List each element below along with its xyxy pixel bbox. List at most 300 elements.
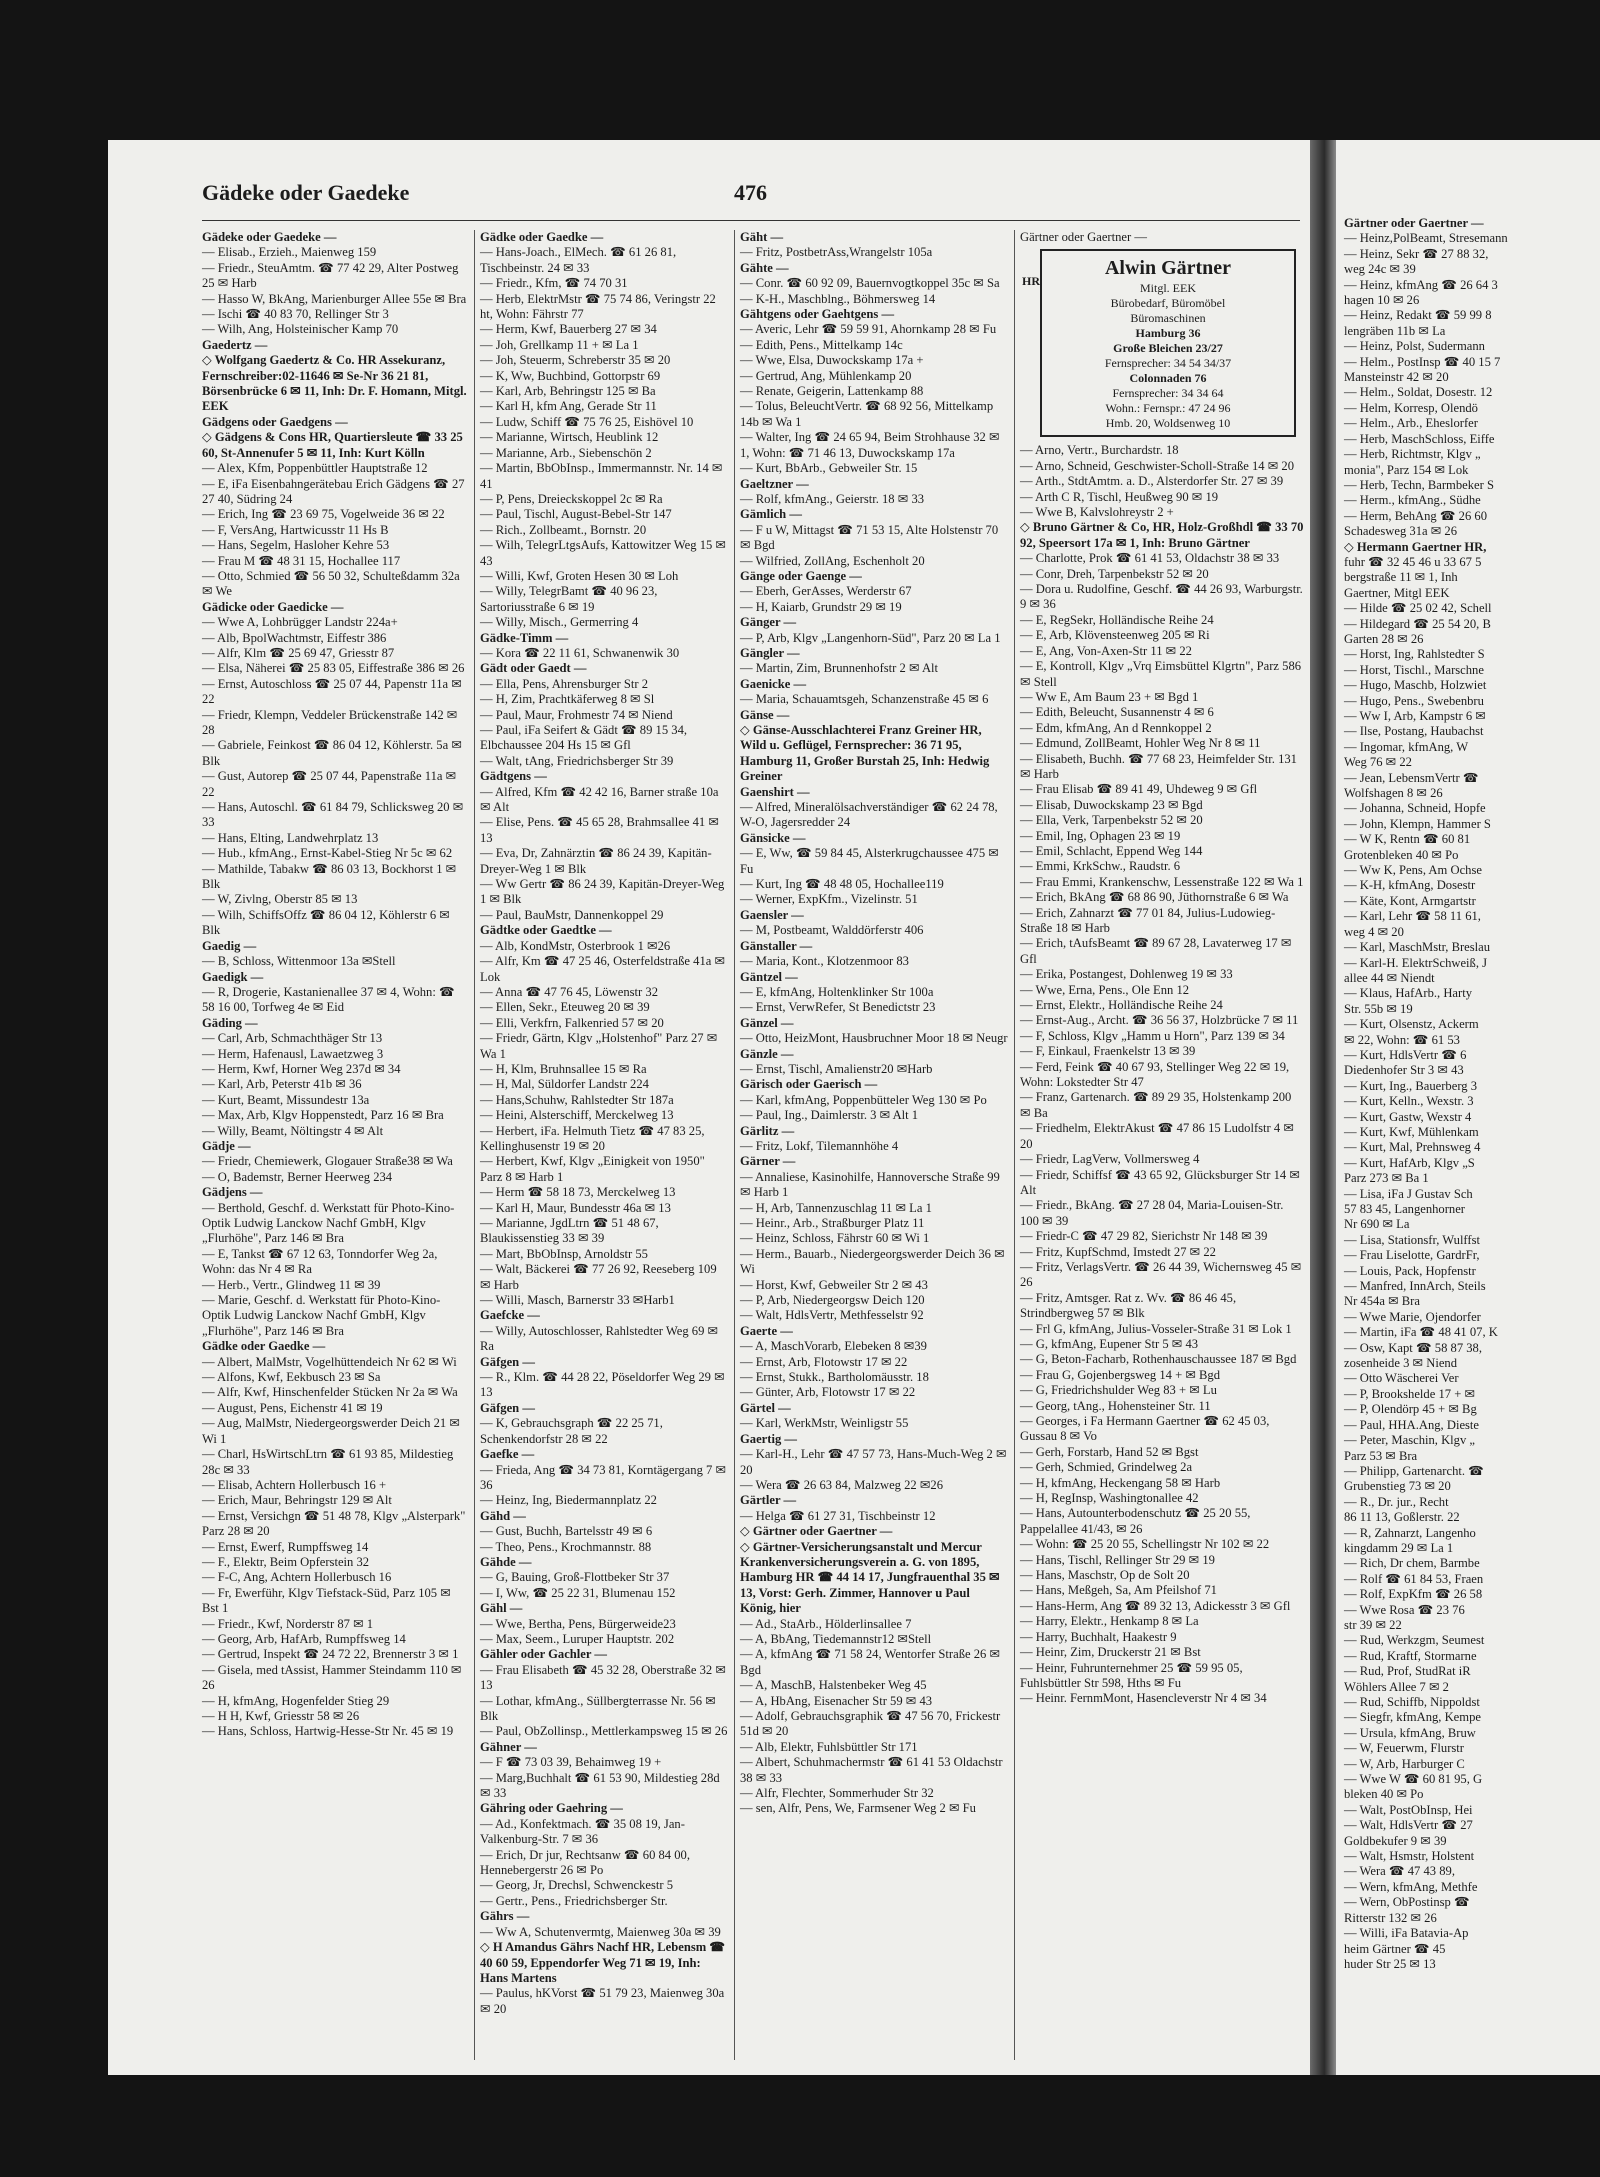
directory-entry: — Erich, Ing ☎ 23 69 75, Vogelweide 36 ✉ 22 [202, 507, 445, 522]
directory-entry: — Hans, Tischl, Rellinger Str 29 ✉ 19 [1020, 1552, 1215, 1567]
directory-heading: Gähring oder Gaehring — [480, 1801, 623, 1816]
directory-heading: Gaefke — [480, 1447, 535, 1462]
directory-entry: — Georg, Arb, HafArb, Rumpffsweg 14 [202, 1631, 406, 1646]
directory-entry: — Friedr, Chemiewerk, Glogauer Straße38 ✉ Wa [202, 1154, 453, 1169]
directory-heading: Grotenbleken 40 ✉ Po [1344, 847, 1459, 862]
directory-entry: — Arno, Schneid, Geschwister-Scholl-Straße 14 ✉ 20 [1020, 458, 1295, 473]
directory-entry: — Herm., kfmAng., Südhe [1344, 493, 1481, 508]
directory-entry: — Ww A, Schutenvermtg, Maienweg 30a ✉ 39 [480, 1924, 721, 1939]
directory-entry: — Karl, Lehr ☎ 58 11 61, [1344, 909, 1481, 924]
directory-entry: — Erich, tAufsBeamt ☎ 89 67 28, Lavaterweg 17 ✉ Gfl [1020, 936, 1295, 966]
directory-entry: — Walt, Bäckerei ☎ 77 26 92, Reeseberg 109 ✉ Harb [480, 1262, 720, 1292]
directory-heading: Gähler oder Gachler — [480, 1647, 607, 1662]
directory-entry: — K, Ww, Buchbind, Gottorpstr 69 [480, 368, 661, 383]
directory-heading: Grubenstieg 73 ✉ 20 [1344, 1479, 1451, 1494]
directory-entry: — Wwe Rosa ☎ 23 76 [1344, 1602, 1465, 1617]
directory-entry: — Heinr, Fuhrunternehmer 25 ☎ 59 95 05, Fuhlsbüttler Str 598, Hths ✉ Fu [1020, 1660, 1246, 1690]
directory-entry: — Herm., Bauarb., Niedergeorgswerder Deich 36 ✉ Wi [740, 1246, 1008, 1277]
directory-entry: — R, Zahnarzt, Langenho [1344, 1525, 1476, 1540]
directory-heading: Nr 690 ✉ La [1344, 1217, 1410, 1232]
directory-entry: — P, Brookshelde 17 + ✉ [1344, 1386, 1475, 1401]
directory-entry: — Willy, TelegrBamt ☎ 40 96 23, Sartoriusstraße 6 ✉ 19 [480, 584, 661, 614]
directory-entry: — Berthold, Geschf. d. Werkstatt für Photo-Kino-Optik Ludwig Lanckow Nachf GmbH, Klgv „Flurhöhe", Parz 146 ✉ Bra [202, 1200, 455, 1246]
directory-heading: ◇ Gärtner oder Gaertner — [740, 1524, 893, 1539]
directory-entry: — Herm, Kwf, Horner Weg 237d ✉ 34 [202, 1061, 401, 1076]
directory-column-2 [480, 230, 728, 2060]
directory-entry: — Herm, BehAng ☎ 26 60 [1344, 508, 1488, 523]
directory-entry: — Otto, HeizMont, Hausbruchner Moor 18 ✉ Neugr [740, 1031, 1008, 1046]
directory-entry: — Friedr, LagVerw, Vollmersweg 4 [1020, 1152, 1200, 1167]
directory-heading: ◇ Gärtner-Versicherungsanstalt und Mercur Krankenversicherungsverein a. G. von 1895, Hamburg HR ☎ 44 14 17, Jungfrauenthal 35 ✉ 13, Vorst: Gerh. Zimmer, Hannover u Paul König, hier [740, 1539, 1003, 1616]
directory-entry: — Ischi ☎ 40 83 70, Rellinger Str 3 [202, 307, 389, 322]
directory-entry: — W, Feuerwm, Flurstr [1344, 1741, 1464, 1756]
directory-heading: lengräben 11b ✉ La [1344, 323, 1446, 338]
directory-entry: — Emil, Ing, Ophagen 23 ✉ 19 [1020, 828, 1181, 843]
directory-entry: — Herb, ElektrMstr ☎ 75 74 86, Veringstr 22 ht, Wohn: Fährstr 77 [480, 291, 719, 322]
directory-entry: — Wern, ObPostinsp ☎ [1344, 1895, 1470, 1910]
ad-line: Bürobedarf, Büromöbel [1110, 296, 1226, 311]
directory-heading: Gänzel — [740, 1015, 794, 1030]
directory-heading: heim Gärtner ☎ 45 [1344, 1941, 1446, 1956]
directory-entry: — Georges, i Fa Hermann Gaertner ☎ 62 45 03, Gussau 8 ✉ Vo [1020, 1414, 1273, 1444]
directory-entry: — Herm, Kwf, Bauerberg 27 ✉ 34 [480, 322, 657, 337]
directory-entry: — Ludw, Schiff ☎ 75 76 25, Eishövel 10 [480, 414, 694, 429]
directory-heading: Goldbekufer 9 ✉ 39 [1344, 1833, 1447, 1848]
directory-heading: Nr 454a ✉ Bra [1344, 1294, 1420, 1309]
directory-entry: — Georg, Jr, Drechsl, Schwenckestr 5 [480, 1878, 674, 1893]
directory-entry: — Friedr., SteuAmtm. ☎ 77 42 29, Alter Postweg 25 ✉ Harb [202, 260, 462, 291]
directory-entry: — Marianne, JgdLtrn ☎ 51 48 67, Blaukissenstieg 33 ✉ 39 [480, 1216, 662, 1246]
directory-entry: — Horst, Ing, Rahlstedter S [1344, 647, 1485, 662]
directory-entry: — Karl H, Maur, Bundesstr 46a ✉ 13 [480, 1200, 671, 1215]
directory-entry: — Fritz, PostbetrAss,Wrangelstr 105a [740, 245, 933, 260]
directory-entry: — F-C, Ang, Achtern Hollerbusch 16 [202, 1570, 392, 1585]
directory-entry: — Heinz, Redakt ☎ 59 99 8 [1344, 308, 1492, 323]
directory-entry: — Karl, Arb, Behringstr 125 ✉ Ba [480, 384, 656, 399]
directory-entry: — A, HbAng, Eisenacher Str 59 ✉ 43 [740, 1693, 933, 1708]
directory-entry: — Eberh, GerAsses, Werderstr 67 [740, 584, 912, 599]
directory-entry: — Gertrud, Inspekt ☎ 24 72 22, Brennerstr 3 ✉ 1 [202, 1647, 459, 1662]
directory-heading: Gäht — [740, 230, 784, 244]
directory-entry: — Edith, Pens., Mittelkamp 14c [740, 337, 903, 352]
directory-heading: Diedenhofer Str 3 ✉ 43 [1344, 1063, 1464, 1078]
directory-entry: — Frieda, Ang ☎ 34 73 81, Korntägergang 7 ✉ 36 [480, 1462, 730, 1492]
directory-entry: — H H, Kwf, Griesstr 58 ✉ 26 [202, 1709, 360, 1723]
directory-entry: — Tolus, BeleuchtVertr. ☎ 68 92 56, Mittelkamp 14b ✉ Wa 1 [740, 399, 997, 429]
ad-city: Hamburg 36 [1135, 326, 1201, 341]
directory-entry: — A, MaschVorarb, Elebeken 8 ✉39 [740, 1339, 927, 1354]
directory-entry: — Herm ☎ 58 18 73, Merckelweg 13 [480, 1185, 676, 1200]
directory-entry: — Alfred, Kfm ☎ 42 42 16, Barner straße 10a ✉ Alt [480, 784, 722, 815]
directory-entry: — Hans-Herm, Ang ☎ 89 32 13, Adickesstr 3 ✉ Gfl [1020, 1598, 1291, 1613]
directory-entry: — Ferd, Feink ☎ 40 67 93, Stellinger Weg 22 ✉ 19, Wohn: Lokstedter Str 47 [1020, 1059, 1293, 1090]
directory-entry: — Dora u. Rudolfine, Geschf. ☎ 44 26 93, Warburgstr. 9 ✉ 36 [1020, 582, 1306, 612]
directory-entry: — Friedr, Klempn, Veddeler Brückenstraße 142 ✉ 28 [202, 707, 461, 737]
directory-heading: Gänzle — [740, 1046, 794, 1061]
directory-heading: monia", Parz 154 ✉ Lok [1344, 462, 1469, 477]
directory-entry: — Karl-H., Lehr ☎ 47 57 73, Hans-Much-Weg 2 ✉ 20 [740, 1447, 1010, 1477]
directory-entry: — Rud, Kraftf, Stormarne [1344, 1648, 1477, 1663]
directory-entry: — O, Bademstr, Berner Heerweg 234 [202, 1169, 393, 1184]
directory-heading: Gähde — [480, 1554, 532, 1569]
directory-entry: — G, Beton-Facharb, Rothenhauschaussee 187 ✉ Bgd [1020, 1352, 1297, 1367]
directory-entry: — Philipp, Gartenarcht. ☎ [1344, 1463, 1484, 1478]
directory-entry: — Gerh, Schmied, Grindelweg 2a [1020, 1460, 1193, 1475]
directory-heading: Gänse — [740, 707, 790, 722]
directory-entry: — Gertr., Pens., Friedrichsberger Str. [480, 1893, 668, 1908]
directory-entry: — Conr. ☎ 60 92 09, Bauernvogtkoppel 35c ✉ Sa [740, 276, 1000, 291]
directory-entry: — Renate, Geigerin, Lattenkamp 88 [740, 384, 924, 399]
directory-entry: — Käte, Kont, Armgartstr [1344, 893, 1476, 908]
directory-entry: — Herbert, Kwf, Klgv „Einigkeit von 1950" Parz 8 ✉ Harb 1 [480, 1154, 708, 1184]
directory-heading: Gänger — [740, 615, 797, 630]
directory-entry: — Charl, HsWirtschLtrn ☎ 61 93 85, Mildestieg 28c ✉ 33 [202, 1447, 457, 1477]
directory-entry: — E, Ang, Von-Axen-Str 11 ✉ 22 [1020, 643, 1192, 658]
directory-entry: — Elisab, Achtern Hollerbusch 16 + [202, 1477, 387, 1492]
directory-heading: Gädke oder Gaedke — [480, 230, 604, 244]
directory-entry: — Lisa, Stationsfr, Wulffst [1344, 1232, 1480, 1247]
directory-heading: ◇ Wolfgang Gaedertz & Co. HR Assekuranz, Fernschreiber:02-11646 ✉ Se-Nr 36 21 81, Börsenbrücke 6 ✉ 11, Inh: Dr. F. Homann, Mitgl. EEK [202, 353, 470, 414]
ad-line: Büromaschinen [1130, 311, 1206, 326]
directory-entry: — Günter, Arb, Flotowstr 17 ✉ 22 [740, 1385, 916, 1400]
directory-heading: Gädjens — [202, 1185, 263, 1200]
directory-entry: — Ww K, Pens, Am Ochse [1344, 863, 1482, 878]
directory-entry: — R., Dr. jur., Recht [1344, 1494, 1449, 1509]
directory-entry: — Paul, Tischl, August-Bebel-Str 147 [480, 507, 672, 522]
directory-entry: — Alfr, Km ☎ 47 25 46, Osterfeldstraße 41a ✉ Lok [480, 954, 729, 984]
directory-entry: — Emil, Schlacht, Eppend Weg 144 [1020, 843, 1203, 858]
directory-entry: — Charlotte, Prok ☎ 61 41 53, Oldachstr 38 ✉ 33 [1020, 551, 1280, 566]
directory-entry: — Kurt, Mal, Prehnsweg 4 [1344, 1140, 1481, 1155]
directory-entry: — Emmi, KrkSchw., Raudstr. 6 [1020, 859, 1181, 874]
directory-heading: Gädeke oder Gaedeke — [202, 230, 337, 244]
directory-heading: bergstraße 11 ✉ 1, Inh [1344, 570, 1458, 585]
directory-entry: — Ilse, Postang, Haubachst [1344, 724, 1484, 739]
directory-entry: — Ad., Konfektmach. ☎ 35 08 19, Jan-Valkenburg-Str. 7 ✉ 36 [480, 1816, 685, 1847]
directory-heading: weg 4 ✉ 20 [1344, 924, 1404, 939]
directory-entry: — Eva, Dr, Zahnärztin ☎ 86 24 39, Kapitän-Dreyer-Weg 1 ✉ Blk [480, 846, 712, 876]
directory-entry: — Herbert, iFa. Helmuth Tietz ☎ 47 83 25, Kellinghusenstr 19 ✉ 20 [480, 1123, 708, 1153]
directory-entry: — Maria, Schauamtsgeh, Schanzenstraße 45 ✉ 6 [740, 692, 989, 707]
directory-entry: — Friedr., BkAng. ☎ 27 28 04, Maria-Louisen-Str. 100 ✉ 39 [1020, 1198, 1287, 1228]
directory-entry: — Werner, ExpKfm., Vizelinstr. 51 [740, 892, 918, 907]
directory-entry: — Alfons, Kwf, Eekbusch 23 ✉ Sa [202, 1370, 381, 1385]
directory-entry: — Walter, Ing ☎ 24 65 94, Beim Strohhause 32 ✉ 1, Wohn: ☎ 71 46 13, Duwockskamp 17a [740, 430, 1003, 460]
directory-entry: — Wern, kfmAng, Methfe [1344, 1879, 1478, 1894]
directory-entry: — E, Tankst ☎ 67 12 63, Tonndorfer Weg 2a, Wohn: das Nr 4 ✉ Ra [202, 1246, 441, 1277]
directory-entry: — Joh, Grellkamp 11 + ✉ La 1 [480, 337, 639, 352]
directory-heading: Wolfshagen 8 ✉ 26 [1344, 786, 1443, 801]
ad-line: Mitgl. EEK [1140, 281, 1196, 296]
directory-entry: — P, Arb, Niedergeorgsw Deich 120 [740, 1293, 925, 1308]
directory-entry: — Max, Seem., Luruper Hauptstr. 202 [480, 1631, 675, 1646]
directory-entry: — Kurt, Kwf, Mühlenkam [1344, 1124, 1479, 1139]
directory-heading: Gängler — [740, 645, 800, 660]
directory-entry: — B, Schloss, Wittenmoor 13a ✉Stell [202, 954, 396, 969]
directory-heading: fuhr ☎ 32 45 46 u 33 67 5 [1344, 554, 1482, 569]
directory-entry: — Elise, Pens. ☎ 45 65 28, Brahmsallee 41 ✉ 13 [480, 815, 723, 845]
directory-entry: — Wwe, Bertha, Pens, Bürgerweide23 [480, 1616, 676, 1631]
directory-entry: — Martin, BbObInsp., Immermannstr. Nr. 14 ✉ 41 [480, 461, 726, 491]
directory-entry: — Alfr, Kwf, Hinschenfelder Stücken Nr 2a ✉ Wa [202, 1385, 458, 1400]
directory-entry: — Georg, tAng., Hohensteiner Str. 11 [1020, 1398, 1211, 1413]
directory-entry: — H, Klm, Bruhnsallee 15 ✉ Ra [480, 1061, 647, 1076]
directory-entry: — Ww I, Arb, Kampstr 6 ✉ [1344, 709, 1486, 723]
directory-entry: — Heinr., Arb., Straßburger Platz 11 [740, 1216, 925, 1230]
directory-entry: — Frau M ☎ 48 31 15, Hochallee 117 [202, 553, 401, 568]
directory-heading: Gaertner, Mitgl EEK [1344, 585, 1450, 600]
directory-entry: — Hans, Autounterbodenschutz ☎ 25 20 55, Pappelallee 41/43, ✉ 26 [1020, 1506, 1254, 1536]
directory-entry: — Heini, Alsterschiff, Merckelweg 13 [480, 1108, 674, 1123]
directory-entry: — Klaus, HafArb., Harty [1344, 986, 1473, 1001]
directory-entry: — Ella, Verk, Tarpenbekstr 52 ✉ 20 [1020, 813, 1203, 828]
directory-entry: — Conr, Dreh, Tarpenbekstr 52 ✉ 20 [1020, 566, 1209, 581]
hr-margin-mark: HR [1022, 274, 1040, 288]
column-head: Gärtner oder Gaertner — [1020, 230, 1147, 244]
directory-entry: — Hans, Segelm, Hasloher Kehre 53 [202, 538, 390, 553]
directory-entry: — Heinz, Sekr ☎ 27 88 32, [1344, 246, 1489, 261]
directory-heading: Gäfgen — [480, 1354, 535, 1369]
directory-entry: — Elli, Verkfrn, Falkenried 57 ✉ 20 [480, 1015, 664, 1030]
directory-entry: — Max, Arb, Klgv Hoppenstedt, Parz 16 ✉ Bra [202, 1108, 444, 1123]
directory-entry: — Frau G, Gojenbergsweg 14 + ✉ Bgd [1020, 1367, 1221, 1382]
directory-entry: — F., Elektr, Beim Opferstein 32 [202, 1554, 370, 1569]
directory-entry: — W, Arb, Harburger C [1344, 1756, 1465, 1771]
directory-heading: Wöhlers Allee 7 ✉ 2 [1344, 1679, 1449, 1694]
directory-entry: — Harry, Elektr., Henkamp 8 ✉ La [1020, 1614, 1199, 1629]
directory-heading: Gaenshirt — [740, 784, 810, 799]
directory-entry: — Louis, Pack, Hopfenstr [1344, 1263, 1476, 1278]
directory-entry: — Fritz, Amtsger. Rat z. Wv. ☎ 86 46 45, Strindbergweg 57 ✉ Blk [1020, 1290, 1240, 1321]
directory-column-4 [1020, 230, 1307, 2060]
directory-entry: — Carl, Arb, Schmachthäger Str 13 [202, 1031, 383, 1046]
directory-heading: Ritterstr 132 ✉ 26 [1344, 1910, 1437, 1925]
directory-entry: — H, Zim, Prachtkäferweg 8 ✉ Sl [480, 692, 655, 707]
directory-heading: weg 24c ✉ 39 [1344, 262, 1416, 277]
right-page-column [1344, 216, 1594, 2056]
directory-entry: — Harry, Buchhalt, Haakestr 9 [1020, 1629, 1177, 1644]
directory-entry: — Kurt, Olsenstz, Ackerm [1344, 1017, 1479, 1032]
directory-entry: — Walt, PostObInsp, Hei [1344, 1802, 1473, 1817]
directory-entry: — Walt, HdlsVertr, Methfesselstr 92 [740, 1308, 924, 1323]
directory-entry: — Hub., kfmAng., Ernst-Kabel-Stieg Nr 5c ✉ 62 [202, 846, 453, 861]
directory-entry: — Hans, Meßgeh, Sa, Am Pfeilshof 71 [1020, 1583, 1217, 1598]
header-rule [202, 220, 1300, 221]
directory-entry: — Rolf, ExpKfm ☎ 26 58 [1344, 1587, 1483, 1602]
directory-heading: zosenheide 3 ✉ Niend [1344, 1356, 1458, 1371]
directory-entry: — Wilh, Ang, Holsteinischer Kamp 70 [202, 322, 399, 337]
directory-entry: — F, Einkaul, Fraenkelstr 13 ✉ 39 [1020, 1044, 1196, 1059]
directory-entry: — Martin, iFa ☎ 48 41 07, K [1344, 1325, 1498, 1340]
directory-entry: — Gisela, med tAssist, Hammer Steindamm 110 ✉ 26 [202, 1662, 465, 1693]
page-number: 476 [734, 180, 767, 205]
directory-entry: — Paul, HHA.Ang, Dieste [1344, 1417, 1480, 1432]
directory-heading: Gänge oder Gaenge — [740, 568, 862, 583]
directory-entry: — Elsa, Näherei ☎ 25 83 05, Eiffestraße 386 ✉ 26 [202, 661, 465, 676]
directory-entry: — Rud, Prof, StudRat iR [1344, 1664, 1471, 1679]
directory-entry: — Marg,Buchhalt ☎ 61 53 90, Mildestieg 28d ✉ 33 [480, 1770, 723, 1801]
ad-company-name: Alwin Gärtner [1104, 257, 1232, 280]
directory-entry: — F u W, Mittagst ☎ 71 53 15, Alte Holstenstr 70 ✉ Bgd [740, 522, 1002, 553]
directory-heading: Gäfgen — [480, 1400, 535, 1415]
alwin-gaertner-advertisement [1040, 249, 1296, 437]
directory-heading: Gaedigk — [202, 969, 264, 984]
directory-entry: — Elisab, Duwockskamp 23 ✉ Bgd [1020, 797, 1203, 812]
directory-entry: — Heinz, Ing, Biedermannplatz 22 [480, 1493, 657, 1508]
entry-list [1020, 443, 1307, 1706]
directory-entry: — Averic, Lehr ☎ 59 59 91, Ahornkamp 28 ✉ Fu [740, 322, 997, 337]
directory-entry: — G, kfmAng, Eupener Str 5 ✉ 43 [1020, 1336, 1199, 1351]
directory-entry: — August, Pens, Eichenstr 41 ✉ 19 [202, 1400, 383, 1415]
directory-heading: Gädicke oder Gaedicke — [202, 599, 344, 614]
directory-entry: — Erich, Zahnarzt ☎ 77 01 84, Julius-Ludowieg-Straße 18 ✉ Harb [1020, 905, 1276, 935]
directory-entry: — Frl G, kfmAng, Julius-Vosseler-Straße 31 ✉ Lok 1 [1020, 1321, 1292, 1336]
book-spine [1310, 140, 1336, 2075]
directory-entry: — E, Ww, ☎ 59 84 45, Alsterkrugchaussee 475 ✉ Fu [740, 846, 1002, 876]
directory-entry: — Hilde ☎ 25 02 42, Schell [1344, 601, 1492, 616]
directory-heading: Gaerte — [740, 1323, 793, 1338]
directory-entry: — H, kfmAng, Hogenfelder Stieg 29 [202, 1693, 390, 1708]
directory-entry: — Gust, Autorep ☎ 25 07 44, Papenstraße 11a ✉ 22 [202, 769, 460, 799]
directory-entry: — Hans, Elting, Landwehrplatz 13 [202, 830, 379, 845]
directory-entry: — Wilh, TelegrLtgsAufs, Kattowitzer Weg 15 ✉ 43 [480, 538, 730, 568]
directory-entry: — Kurt, HafArb, Klgv „S [1344, 1155, 1475, 1170]
directory-heading: Gärtner oder Gaertner — [1344, 216, 1484, 230]
directory-entry: — sen, Alfr, Pens, We, Farmsener Weg 2 ✉ Fu [740, 1801, 976, 1816]
directory-heading: Gähner — [480, 1739, 537, 1754]
directory-entry: — Karl, MaschMstr, Breslau [1344, 940, 1491, 955]
directory-entry: — Hans, Maschstr, Op de Solt 20 [1020, 1568, 1190, 1583]
directory-entry: — P, Arb, Klgv „Langenhorn-Süd", Parz 20 ✉ La 1 [740, 630, 1001, 645]
directory-entry: — Marie, Geschf. d. Werkstatt für Photo-Kino-Optik Ludwig Lanckow Nachf GmbH, Klgv „Flurhöhe", Parz 146 ✉ Bra [202, 1293, 441, 1338]
directory-heading: ◇ H Amandus Gährs Nachf HR, Lebensm ☎ 40 60 59, Eppendorfer Weg 71 ✉ 19, Inh: Hans Martens [480, 1940, 729, 1985]
directory-entry: — A, BbAng, Tiedemannstr12 ✉Stell [740, 1631, 932, 1646]
directory-entry: — John, Klempn, Hammer S [1344, 816, 1491, 831]
directory-heading: 57 83 45, Langenhorner [1344, 1202, 1466, 1216]
directory-entry: — Joh, Steuerm, Schreberstr 35 ✉ 20 [480, 353, 671, 368]
directory-entry: — Maria, Kont., Klotzenmoor 83 [740, 954, 909, 969]
directory-heading: Gärisch oder Gaerisch — [740, 1077, 878, 1092]
directory-heading: 86 11 13, Goßlerstr. 22 [1344, 1510, 1460, 1525]
directory-entry: — K, Gebrauchsgraph ☎ 22 25 71, Schenkendorfstr 28 ✉ 22 [480, 1416, 667, 1446]
directory-heading: Parz 273 ✉ Ba 1 [1344, 1171, 1429, 1186]
directory-heading: Gähl — [480, 1601, 523, 1616]
directory-entry: — Paul, BauMstr, Dannenkoppel 29 [480, 907, 664, 922]
directory-entry: — Gertrud, Ang, Mühlenkamp 20 [740, 368, 912, 383]
directory-entry: — Erich, BkAng ☎ 68 86 90, Jüthornstraße 6 ✉ Wa [1020, 890, 1289, 905]
directory-entry: — Kurt, HdlsVertr ☎ 6 [1344, 1047, 1467, 1062]
directory-entry: — Siegfr, kfmAng, Kempe [1344, 1710, 1481, 1725]
directory-entry: — Hugo, Maschb, Holzwiet [1344, 678, 1487, 693]
directory-entry: — Erika, Postangest, Dohlenweg 19 ✉ 33 [1020, 967, 1233, 982]
running-head-title: Gädeke oder Gaedeke [202, 180, 410, 205]
directory-entry: — Marianne, Wirtsch, Heublink 12 [480, 430, 659, 445]
directory-entry: — Wera ☎ 47 43 89, [1344, 1864, 1455, 1879]
directory-entry: — Herb., Vertr., Glindweg 11 ✉ 39 [202, 1277, 381, 1292]
directory-entry: — Heinz, Schloss, Fährstr 60 ✉ Wi 1 [740, 1231, 930, 1246]
directory-heading: Gäding — [202, 1015, 258, 1030]
directory-entry: — R., Klm. ☎ 44 28 22, Pöseldorfer Weg 29 ✉ 13 [480, 1370, 728, 1400]
directory-heading: Garten 28 ✉ 26 [1344, 631, 1424, 646]
directory-entry: — Willy, Beamt, Nöltingstr 4 ✉ Alt [202, 1123, 384, 1138]
directory-entry: — Alb, KondMstr, Osterbrook 1 ✉26 [480, 938, 671, 953]
directory-entry: — A, kfmAng ☎ 71 58 24, Wentorfer Straße 26 ✉ Bgd [740, 1647, 1004, 1677]
directory-entry: — Kurt, BbArb., Gebweiler Str. 15 [740, 461, 918, 476]
directory-entry: — Johanna, Schneid, Hopfe [1344, 801, 1486, 816]
directory-entry: — F, Schloss, Klgv „Hamm u Horn", Parz 139 ✉ 34 [1020, 1028, 1285, 1043]
directory-entry: — Horst, Kwf, Gebweiler Str 2 ✉ 43 [740, 1277, 928, 1292]
directory-heading: Gärlitz — [740, 1123, 795, 1138]
directory-entry: — Kurt, Gastw, Wexstr 4 [1344, 1109, 1472, 1124]
directory-heading: Gaensler — [740, 907, 804, 922]
directory-entry: — W K, Rentn ☎ 60 81 [1344, 832, 1471, 847]
directory-entry: — H, Arb, Tannenzuschlag 11 ✉ La 1 [740, 1200, 932, 1215]
directory-heading: Gaedertz — [202, 337, 268, 352]
directory-entry: — I, Ww, ☎ 25 22 31, Blumenau 152 [480, 1585, 676, 1600]
directory-entry: — Friedr, Gärtn, Klgv „Holstenhof" Parz 27 ✉ Wa 1 [480, 1031, 721, 1061]
directory-entry: — E, RegSekr, Holländische Reihe 24 [1020, 612, 1214, 627]
directory-entry: — Frau Liselotte, GardrFr, [1344, 1248, 1480, 1263]
directory-entry: — Alfred, Mineralölsachverständiger ☎ 62 24 78, W-O, Jagersredder 24 [740, 800, 1001, 830]
directory-heading: ◇ Bruno Gärtner & Co, HR, Holz-Großhdl ☎ 33 70 92, Speersort 17a ✉ 1, Inh: Bruno Gärtner [1020, 520, 1307, 550]
directory-entry: — Rich., Zollbeamt., Bornstr. 20 [480, 522, 647, 537]
directory-entry: — Paulus, hKVorst ☎ 51 79 23, Maienweg 30a ✉ 20 [480, 1986, 728, 2016]
directory-entry: — Karl, Arb, Peterstr 41b ✉ 36 [202, 1077, 362, 1092]
directory-heading: Gärtler — [740, 1493, 797, 1508]
directory-heading: allee 44 ✉ Niendt [1344, 970, 1435, 985]
directory-entry: — Helm., Soldat, Dosestr. 12 [1344, 385, 1493, 400]
directory-heading: Gädgens oder Gaedgens — [202, 414, 348, 429]
directory-entry: — Jean, LebensmVertr ☎ [1344, 770, 1479, 785]
directory-entry: — Osw, Kapt ☎ 58 87 38, [1344, 1340, 1483, 1355]
directory-entry: — Ernst, Elektr., Holländische Reihe 24 [1020, 998, 1223, 1013]
directory-heading: bleken 40 ✉ Po [1344, 1787, 1424, 1802]
directory-heading: Gädtke oder Gaedtke — [480, 923, 612, 938]
directory-entry: — Walt, Hsmstr, Holstent [1344, 1849, 1475, 1864]
directory-heading: ◇ Gänse-Ausschlachterei Franz Greiner HR, Wild u. Geflügel, Fernsprecher: 36 71 95, Hamburg 11, Großer Burstah 25, Inh: Hedwig Greiner [740, 723, 993, 784]
directory-entry: — Ernst, Arb, Flotowstr 17 ✉ 22 [740, 1354, 908, 1369]
directory-entry: — Heinr. FernmMont, Hasencleverstr Nr 4 ✉ 34 [1020, 1691, 1267, 1706]
directory-entry: — Alex, Kfm, Poppenbüttler Hauptstraße 12 [202, 461, 428, 476]
directory-entry: — Ernst-Aug., Archt. ☎ 36 56 37, Holzbrücke 7 ✉ 11 [1020, 1013, 1299, 1028]
directory-entry: — Kurt, Ing ☎ 48 48 05, Hochallee119 [740, 877, 944, 892]
directory-entry: — Willy, Autoschlosser, Rahlstedter Weg 69 ✉ Ra [480, 1323, 722, 1354]
directory-heading: Schadesweg 31a ✉ 26 [1344, 524, 1458, 539]
directory-heading: Str. 55b ✉ 19 [1344, 1001, 1413, 1016]
ad-phone: Fernsprecher: 34 54 34/37 [1104, 356, 1232, 371]
directory-entry: — Friedr., Kwf, Norderstr 87 ✉ 1 [202, 1616, 374, 1631]
directory-entry: — Ernst, Stukk., Bartholomäusstr. 18 [740, 1370, 929, 1385]
directory-entry: — Wwe A, Lohbrügger Landstr 224a+ [202, 615, 398, 630]
directory-heading: ◇ Gädgens & Cons HR, Quartiersleute ☎ 33 25 60, St-Annenufer 5 ✉ 11, Inh: Kurt Kölln [202, 430, 466, 460]
directory-entry: — Willi, Masch, Barnerstr 33 ✉Harb1 [480, 1293, 675, 1308]
directory-entry: — Kurt, Kelln., Wexstr. 3 [1344, 1094, 1474, 1109]
directory-heading: Gärner — [740, 1154, 796, 1169]
directory-entry: — Gust, Buchh, Bartelsstr 49 ✉ 6 [480, 1524, 653, 1539]
right-page [1336, 140, 1600, 2075]
directory-entry: — Wwe Marie, Ojendorfer [1344, 1309, 1481, 1324]
directory-entry: — K-H, kfmAng, Dosestr [1344, 878, 1476, 893]
directory-entry: — Herm, Hafenausl, Lawaetzweg 3 [202, 1046, 384, 1061]
ad-branch: Colonnaden 76 [1129, 371, 1207, 386]
directory-entry: — W, Zivlng, Oberstr 85 ✉ 13 [202, 892, 358, 907]
directory-entry: — Willi, Kwf, Groten Hesen 30 ✉ Loh [480, 568, 679, 583]
directory-entry: — Fritz, VerlagsVertr. ☎ 26 44 39, Wichernsweg 45 ✉ 26 [1020, 1259, 1305, 1290]
ad-home-phone: Wohn.: Fernspr.: 47 24 96 [1105, 401, 1231, 416]
directory-entry: — Kurt, Beamt, Missundestr 13a [202, 1092, 370, 1107]
directory-heading: Gaedig — [202, 938, 257, 953]
directory-entry: — Edmund, ZollBeamt, Hohler Weg Nr 8 ✉ 11 [1020, 736, 1261, 751]
